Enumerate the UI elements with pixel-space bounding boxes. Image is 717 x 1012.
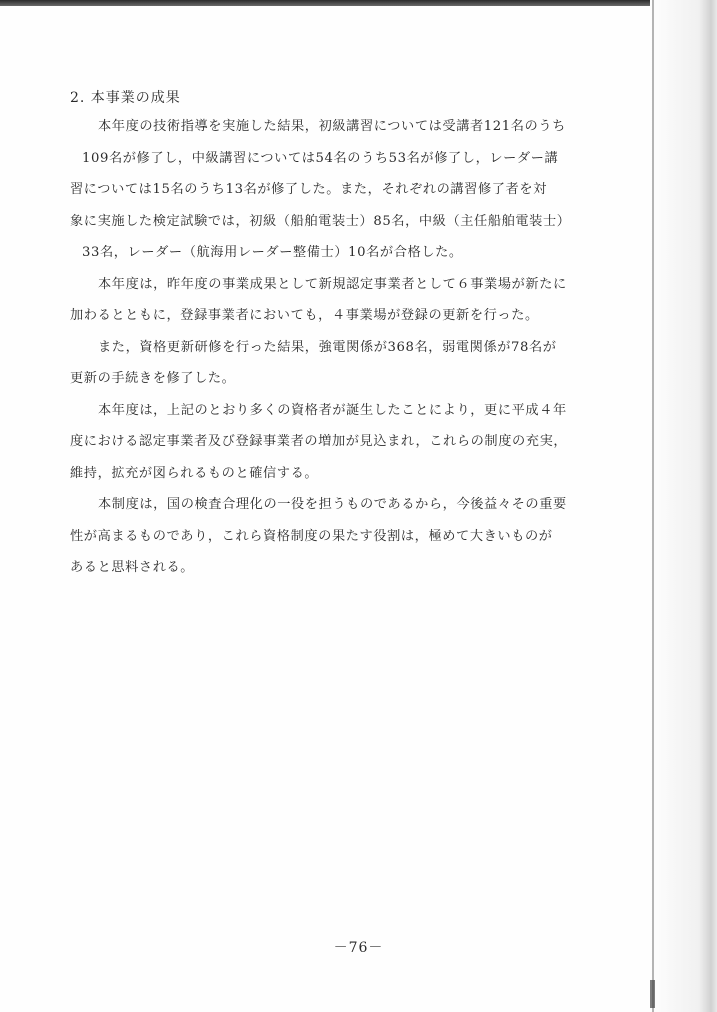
- scan-top-edge: [0, 0, 650, 6]
- text-line: 本制度は，国の検査合理化の一役を担うものであるから，今後益々その重要: [98, 497, 567, 512]
- paragraph-renewal-training: [70, 337, 618, 400]
- text-line: 象に実施した検定試験では，初級（船舶電装士）85名，中級（主任船舶電装士）: [70, 213, 571, 229]
- scan-right-edge: [649, 0, 717, 1012]
- scan-fold-line: [652, 0, 654, 1012]
- page-number: －76－: [333, 940, 384, 956]
- text-line: 本年度は，上記のとおり多くの資格者が誕生したことにより，更に平成４年: [98, 402, 567, 418]
- paragraph-results: [70, 116, 618, 274]
- paragraph-new-businesses: [70, 274, 618, 337]
- text-line: 更新の手続きを修了した。: [70, 371, 236, 386]
- text-line: 本年度は，昨年度の事業成果として新規認定事業者として６事業場が新たに: [98, 276, 567, 292]
- text-line: 加わるとともに，登録事業者においても，４事業場が登録の更新を行った。: [70, 308, 539, 323]
- text-line: 本年度の技術指導を実施した結果，初級講習については受講者121名のうち: [98, 119, 566, 134]
- text-line: また，資格更新研修を行った結果，強電関係が368名，弱電関係が78名が: [98, 339, 557, 355]
- text-line: 度における認定事業者及び登録事業者の増加が見込まれ，これらの制度の充実，: [70, 434, 568, 449]
- text-line: あると思料される。: [70, 560, 195, 575]
- text-line: 109名が修了し，中級講習については54名のうち53名が修了し，レーダー講: [82, 150, 559, 166]
- document-body: [70, 88, 618, 589]
- paragraph-outlook: [70, 400, 618, 495]
- text-line: 習については15名のうち13名が修了した。また，それぞれの講習修了者を対: [70, 182, 547, 197]
- text-line: 33名，レーダー（航海用レーダー整備士）10名が合格した。: [82, 245, 463, 260]
- section-heading: 2. 本事業の成果: [70, 90, 181, 106]
- paragraph-conclusion: [70, 494, 618, 589]
- scan-speck: [650, 980, 655, 1008]
- text-line: 性が高まるものであり，これら資格制度の果たす役割は，極めて大きいものが: [70, 528, 553, 544]
- text-line: 維持，拡充が図られるものと確信する。: [70, 465, 319, 481]
